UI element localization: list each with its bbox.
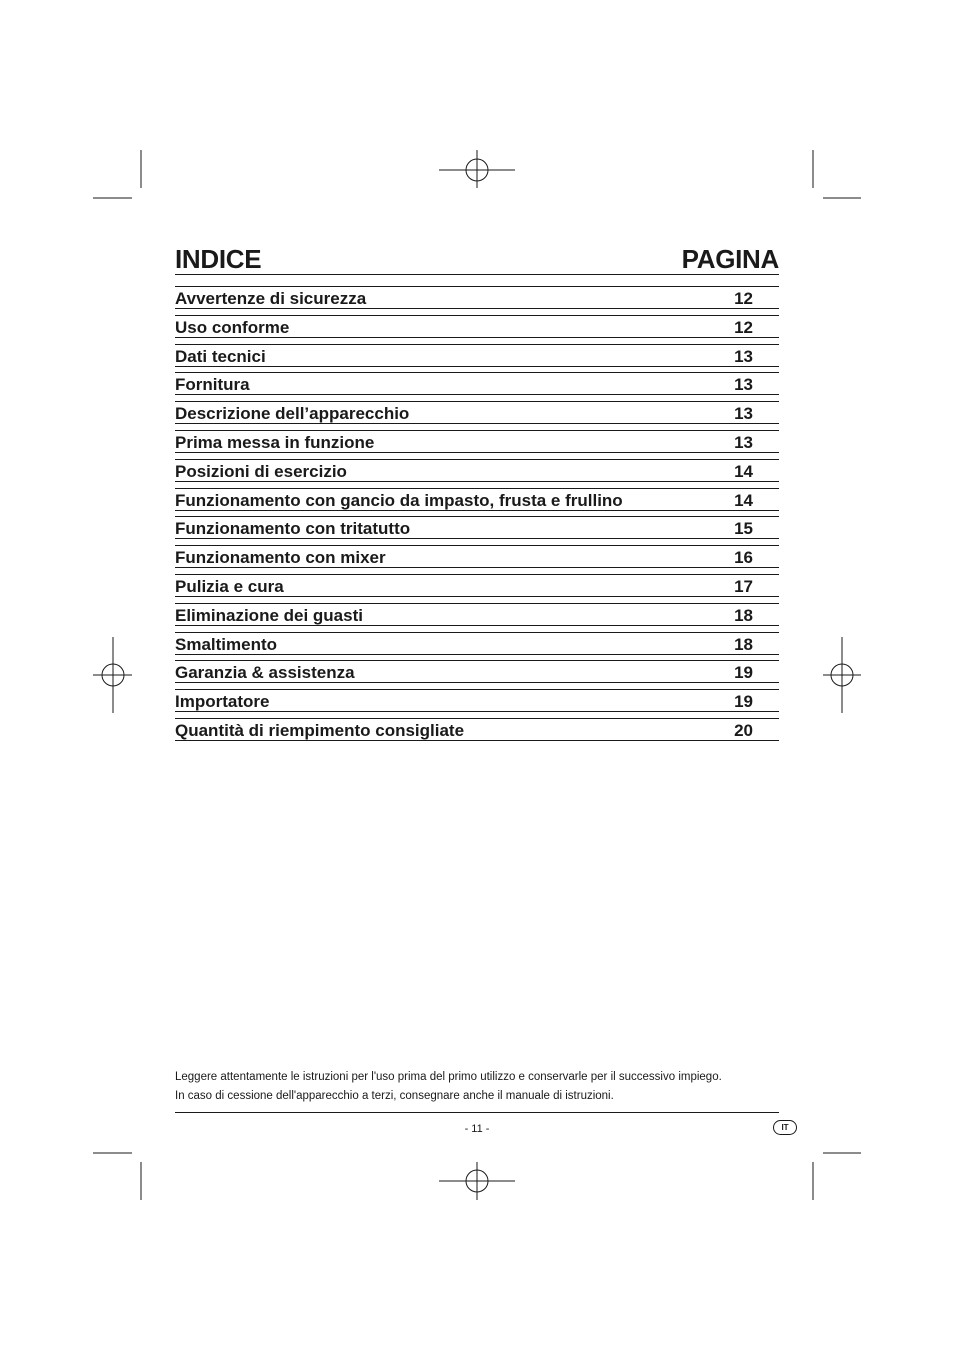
- footnote-line: In caso di cessione dell'apparecchio a terzi, consegnare anche il manuale di istruzioni.: [175, 1090, 614, 1102]
- toc-entry-page: 14: [734, 490, 753, 510]
- toc-entry-page: 15: [734, 519, 753, 539]
- toc-entry[interactable]: [175, 430, 779, 453]
- toc-entry-title: Quantità di riempimento consigliate: [175, 720, 465, 740]
- toc-entry-page: 16: [734, 548, 753, 568]
- toc-entry[interactable]: [175, 344, 779, 367]
- toc-entry-title: Prima messa in funzione: [175, 432, 375, 452]
- toc-entry-page: 18: [734, 605, 753, 625]
- toc-entry-title: Dati tecnici: [175, 346, 266, 366]
- footnote: [175, 1068, 779, 1106]
- toc-entry[interactable]: [175, 660, 779, 683]
- toc-entry-page: 13: [734, 346, 753, 366]
- toc-entry-title: Eliminazione dei guasti: [175, 605, 363, 625]
- toc-entry-page: 19: [734, 663, 753, 683]
- footnote-line: Leggere attentamente le istruzioni per l'uso prima del primo utilizzo e conservarle per il successivo impiego.: [175, 1071, 722, 1083]
- toc-entry-title: Smaltimento: [175, 634, 278, 654]
- toc-entry[interactable]: [175, 718, 779, 741]
- toc-entry[interactable]: [175, 459, 779, 482]
- page-column-title: PAGINA: [681, 244, 779, 274]
- toc-entry-title: Uso conforme: [175, 317, 290, 337]
- toc-entry-title: Importatore: [175, 692, 270, 712]
- toc-entry-page: 13: [734, 432, 753, 452]
- toc-entry[interactable]: [175, 372, 779, 395]
- toc-entry-title: Funzionamento con gancio da impasto, frusta e frullino: [175, 490, 623, 510]
- toc-entry[interactable]: [175, 401, 779, 424]
- toc-entry-title: Fornitura: [175, 375, 250, 395]
- toc-entry-title: Funzionamento con tritatutto: [175, 519, 411, 539]
- toc-entry[interactable]: [175, 516, 779, 539]
- toc-entry[interactable]: [175, 315, 779, 338]
- toc-entry[interactable]: [175, 488, 779, 511]
- toc-entry-page: 14: [734, 461, 753, 481]
- toc-entry-title: Posizioni di esercizio: [175, 461, 347, 481]
- toc-entry[interactable]: [175, 689, 779, 712]
- toc-entry-page: 19: [734, 692, 753, 712]
- toc-entry[interactable]: [175, 286, 779, 309]
- toc-entry-title: Garanzia & assistenza: [175, 663, 355, 683]
- table-of-contents: [175, 286, 779, 747]
- toc-entry-page: 20: [734, 720, 753, 740]
- toc-entry[interactable]: [175, 603, 779, 626]
- toc-entry-page: 12: [734, 289, 753, 308]
- toc-entry-page: 13: [734, 404, 753, 424]
- toc-entry-title: Avvertenze di sicurezza: [175, 289, 367, 308]
- toc-entry[interactable]: [175, 545, 779, 568]
- page-number: - 11 -: [464, 1123, 490, 1135]
- index-title: INDICE: [175, 244, 262, 274]
- toc-entry-title: Descrizione dell’apparecchio: [175, 404, 410, 424]
- footer-divider: [175, 1112, 779, 1113]
- toc-entry-page: 18: [734, 634, 753, 654]
- toc-entry[interactable]: [175, 574, 779, 597]
- toc-heading: [175, 238, 779, 275]
- toc-entry-title: Pulizia e cura: [175, 576, 284, 596]
- toc-entry-page: 12: [734, 317, 753, 337]
- toc-entry-title: Funzionamento con mixer: [175, 548, 386, 568]
- toc-entry[interactable]: [175, 632, 779, 655]
- language-badge: IT: [773, 1120, 797, 1135]
- toc-entry-page: 17: [734, 576, 753, 596]
- toc-entry-page: 13: [734, 375, 753, 395]
